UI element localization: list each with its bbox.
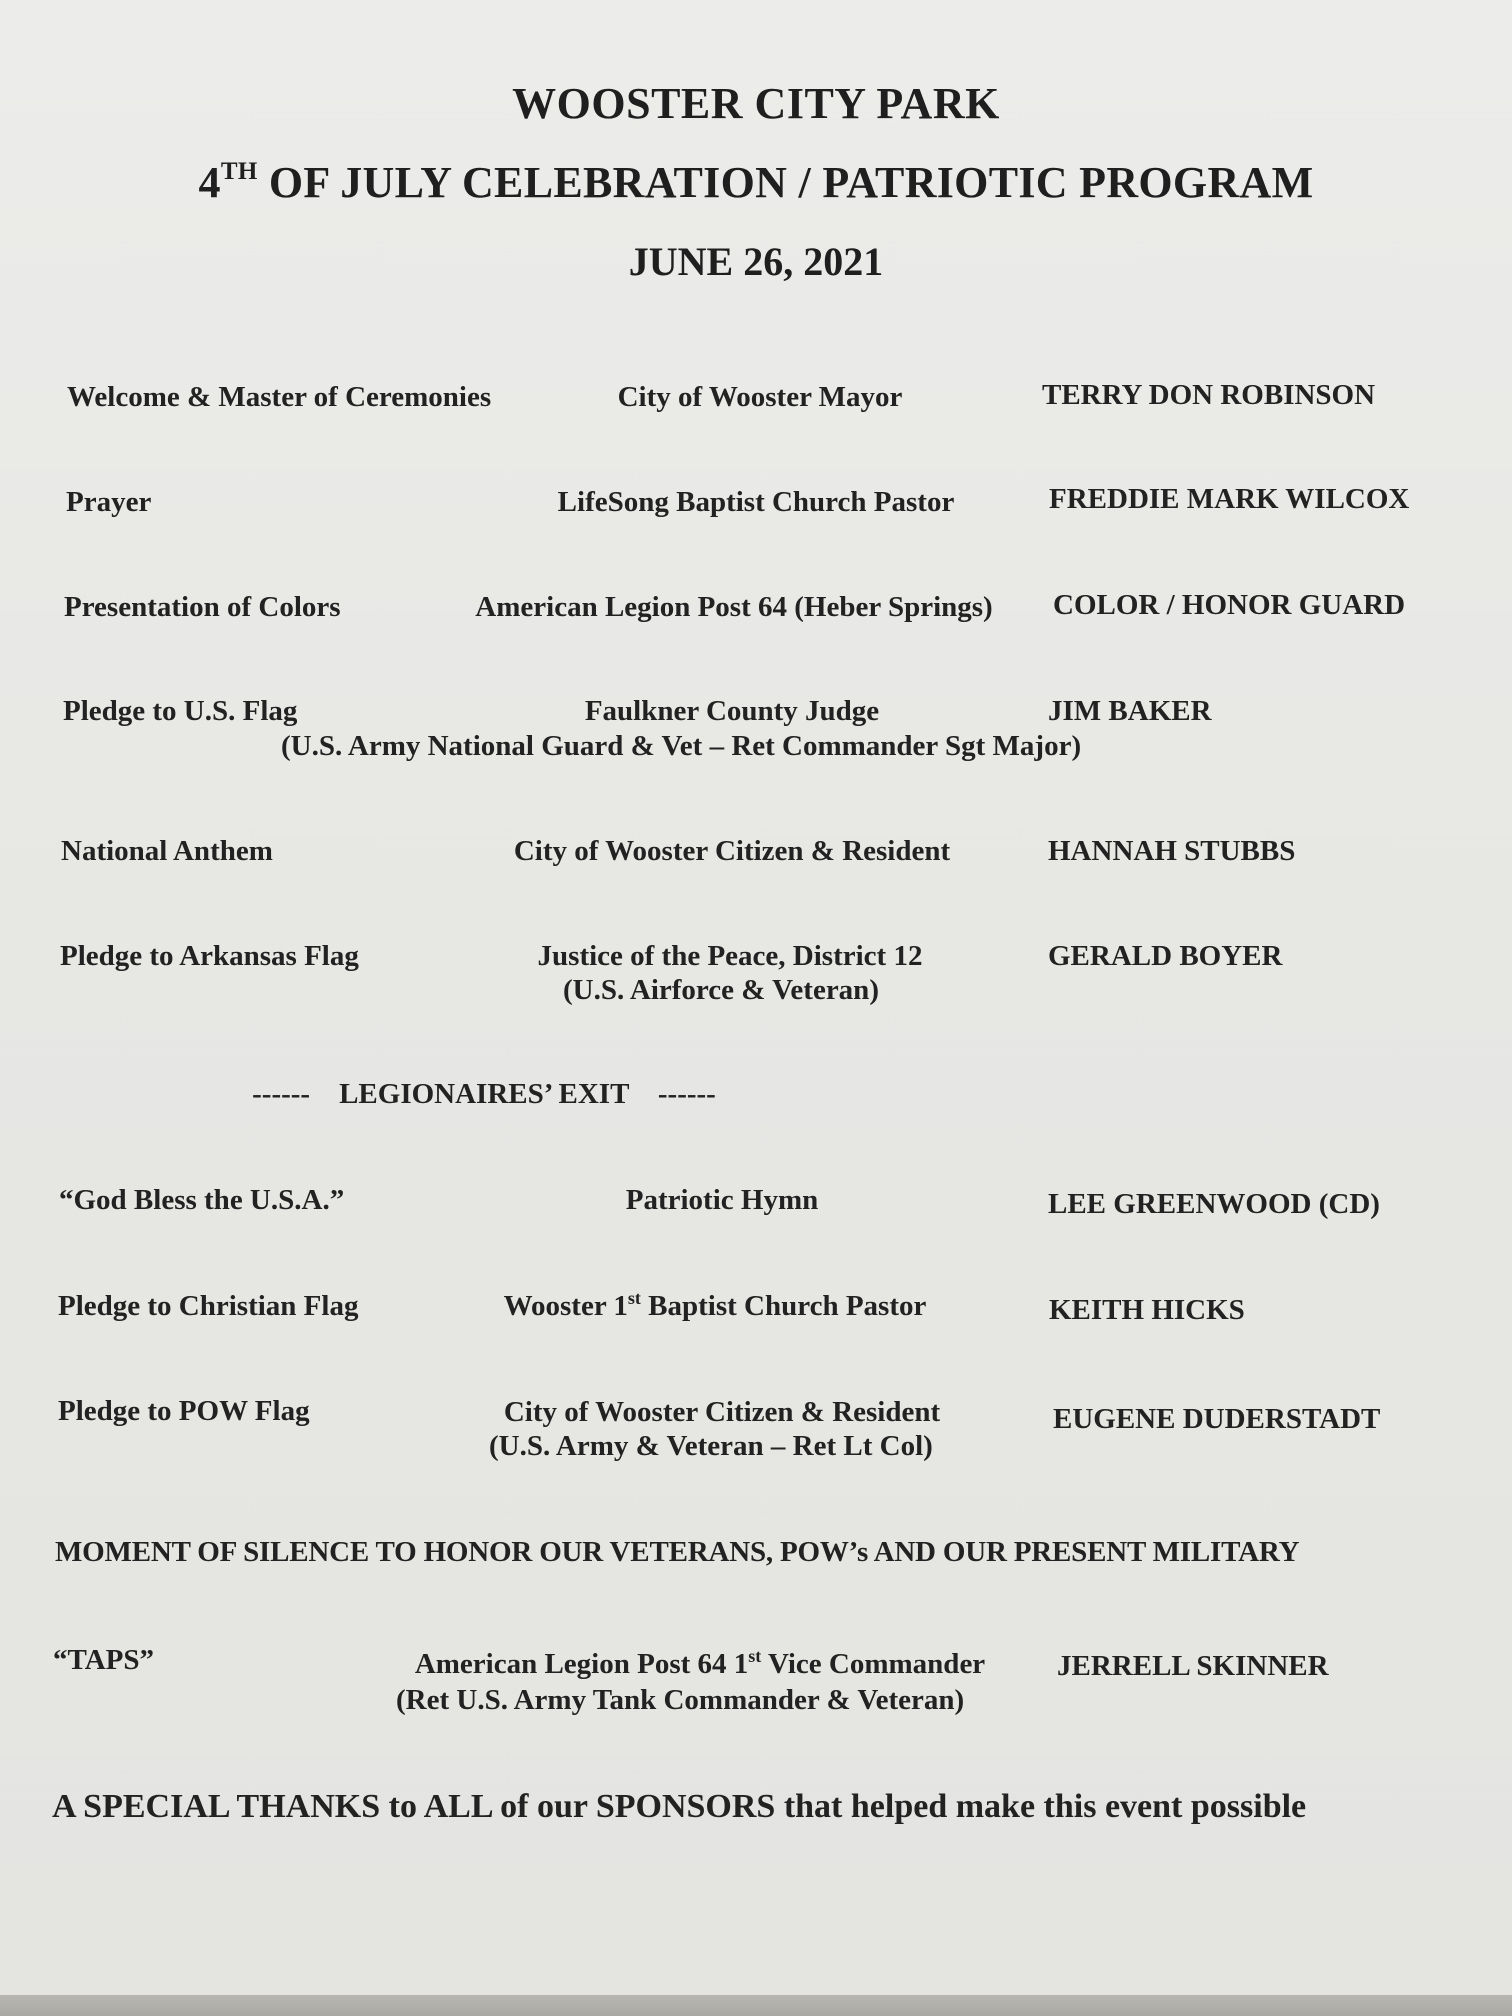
subtitle-superscript: TH — [220, 158, 258, 185]
program-name: HANNAH STUBBS — [1048, 835, 1296, 867]
program-name: COLOR / HONOR GUARD — [1053, 589, 1406, 621]
moment-of-silence: MOMENT OF SILENCE TO HONOR OUR VETERANS, POW’s AND OUR PRESENT MILITARY — [55, 1536, 1300, 1568]
program-item: “TAPS” — [53, 1644, 154, 1676]
program-row-anthem — [0, 834, 1512, 904]
page-shadow-strip — [0, 1995, 1512, 2016]
program-role-note: (U.S. Army & Veteran – Ret Lt Col) — [489, 1430, 933, 1462]
program-role: Justice of the Peace, District 12 — [537, 940, 923, 972]
program-name: LEE GREENWOOD (CD) — [1048, 1188, 1380, 1220]
program-name: JERRELL SKINNER — [1057, 1650, 1329, 1682]
program-item: Pledge to U.S. Flag — [63, 695, 298, 727]
program-item: Presentation of Colors — [64, 591, 341, 623]
role-superscript: st — [627, 1288, 641, 1308]
program-item: Pledge to Arkansas Flag — [60, 940, 359, 972]
subtitle-prefix: 4 — [198, 158, 221, 207]
program-item: Welcome & Master of Ceremonies — [67, 381, 492, 413]
legionnaires-exit-note: ------ LEGIONAIRES’ EXIT ------ — [252, 1078, 716, 1110]
program-item: “God Bless the U.S.A.” — [59, 1184, 345, 1216]
special-thanks: A SPECIAL THANKS to ALL of our SPONSORS that helped make this event possible — [52, 1788, 1307, 1825]
page-subtitle — [0, 157, 1512, 208]
program-row-welcome — [0, 380, 1512, 450]
program-role: City of Wooster Mayor — [617, 381, 903, 413]
program-row-colors — [0, 590, 1512, 660]
program-item: Pledge to POW Flag — [58, 1395, 310, 1427]
program-role — [380, 1647, 1020, 1682]
program-role: City of Wooster Citizen & Resident — [503, 1396, 941, 1428]
program-role-note: (Ret U.S. Army Tank Commander & Veteran) — [396, 1684, 965, 1716]
event-date: JUNE 26, 2021 — [628, 239, 884, 284]
program-name: KEITH HICKS — [1049, 1294, 1245, 1326]
role-prefix: American Legion Post 64 1 — [414, 1648, 749, 1680]
subtitle-rest: OF JULY CELEBRATION / PATRIOTIC PROGRAM — [257, 158, 1314, 207]
program-role: Patriotic Hymn — [625, 1184, 819, 1216]
page-title: WOOSTER CITY PARK — [512, 79, 1000, 128]
program-role: Faulkner County Judge — [584, 695, 880, 727]
program-name: EUGENE DUDERSTADT — [1053, 1403, 1381, 1435]
program-name: JIM BAKER — [1048, 695, 1212, 727]
role-prefix: Wooster 1 — [503, 1290, 628, 1322]
role-rest: Vice Commander — [761, 1648, 986, 1680]
program-row-hymn — [0, 1183, 1512, 1253]
program-role: LifeSong Baptist Church Pastor — [557, 486, 955, 518]
program-item: Prayer — [66, 486, 152, 518]
program-row-prayer — [0, 485, 1512, 555]
program-role: American Legion Post 64 (Heber Springs) — [475, 591, 993, 623]
program-name: FREDDIE MARK WILCOX — [1049, 483, 1410, 515]
program-name: TERRY DON ROBINSON — [1042, 379, 1376, 411]
role-rest: Baptist Church Pastor — [640, 1290, 927, 1322]
role-superscript: st — [748, 1646, 762, 1666]
program-row-christian-flag — [0, 1289, 1512, 1359]
program-role-note: (U.S. Airforce & Veteran) — [563, 974, 879, 1006]
program-item: National Anthem — [61, 835, 273, 867]
program-name: GERALD BOYER — [1048, 940, 1283, 972]
program-role — [395, 1289, 1035, 1324]
program-role: City of Wooster Citizen & Resident — [513, 835, 951, 867]
program-role-note: (U.S. Army National Guard & Vet – Ret Commander Sgt Major) — [281, 730, 1082, 762]
program-item: Pledge to Christian Flag — [58, 1290, 359, 1322]
